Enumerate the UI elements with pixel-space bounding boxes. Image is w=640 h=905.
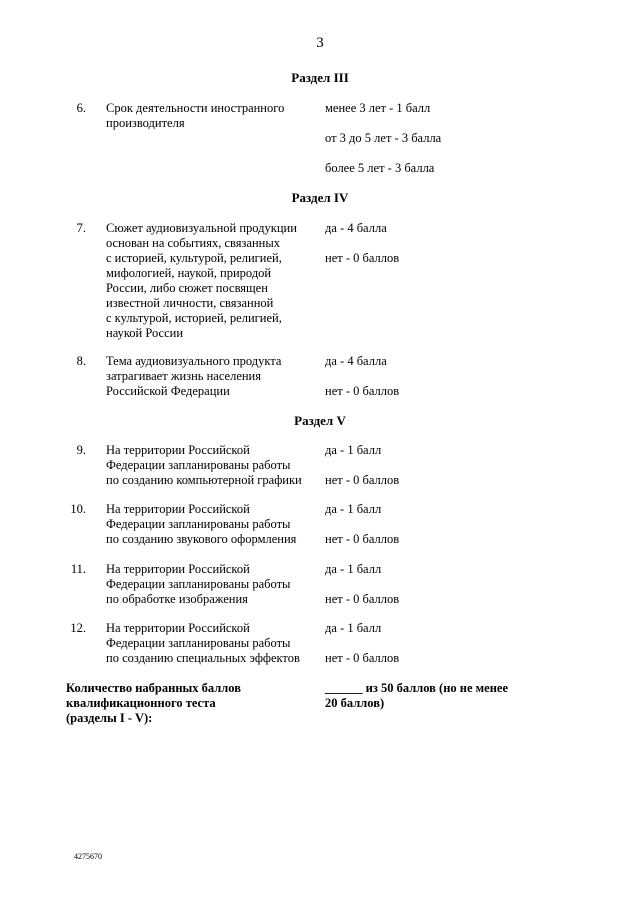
item-description xyxy=(106,221,311,341)
total-score-value xyxy=(325,681,545,711)
description-line: наукой России xyxy=(106,326,184,340)
description-line: Срок деятельности иностранного xyxy=(106,101,285,115)
item-number: 9. xyxy=(76,443,86,457)
description-line: На территории Российской xyxy=(106,443,250,457)
option-text: нет - 0 баллов xyxy=(325,651,400,665)
description-line: производителя xyxy=(106,116,185,130)
option-text: нет - 0 баллов xyxy=(325,251,400,265)
option-text: да - 4 балла xyxy=(325,354,387,368)
total-score-label xyxy=(66,681,306,726)
section-heading-5: Раздел V xyxy=(294,413,346,428)
description-line: мифологией, наукой, природой xyxy=(106,266,272,280)
option-text: да - 1 балл xyxy=(325,562,382,576)
description-line: Федерации запланированы работы xyxy=(106,636,291,650)
option-text: менее 3 лет - 1 балл xyxy=(325,101,431,115)
total-label-line: квалификационного теста xyxy=(66,696,216,710)
description-line: Федерации запланированы работы xyxy=(106,517,291,531)
item-number: 8. xyxy=(76,354,86,368)
description-line: На территории Российской xyxy=(106,502,250,516)
description-line: основан на событиях, связанных xyxy=(106,236,281,250)
description-line: На территории Российской xyxy=(106,562,250,576)
description-line: с культурой, историей, религией, xyxy=(106,311,282,325)
document-code: 4275670 xyxy=(74,852,102,861)
item-description xyxy=(106,101,311,131)
option-text: от 3 до 5 лет - 3 балла xyxy=(325,131,442,145)
description-line: На территории Российской xyxy=(106,621,250,635)
description-line: Федерации запланированы работы xyxy=(106,577,291,591)
item-description xyxy=(106,502,311,547)
total-label-line: Количество набранных баллов xyxy=(66,681,241,695)
description-line: известной личности, связанной xyxy=(106,296,274,310)
item-description xyxy=(106,621,311,666)
item-number: 6. xyxy=(76,101,86,115)
option-text: нет - 0 баллов xyxy=(325,532,400,546)
item-description xyxy=(106,562,311,607)
option-text: да - 4 балла xyxy=(325,221,387,235)
option-text: нет - 0 баллов xyxy=(325,473,400,487)
description-line: России, либо сюжет посвящен xyxy=(106,281,268,295)
option-text: да - 1 балл xyxy=(325,621,382,635)
description-line: с историей, культурой, религией, xyxy=(106,251,282,265)
description-line: Тема аудиовизуального продукта xyxy=(106,354,282,368)
section-heading-4: Раздел IV xyxy=(291,190,349,205)
description-line: по созданию компьютерной графики xyxy=(106,473,302,487)
item-description xyxy=(106,443,311,488)
description-line: Федерации запланированы работы xyxy=(106,458,291,472)
option-text: да - 1 балл xyxy=(325,502,382,516)
option-text: да - 1 балл xyxy=(325,443,382,457)
description-line: Российской Федерации xyxy=(106,384,230,398)
option-text: нет - 0 баллов xyxy=(325,592,400,606)
item-number: 10. xyxy=(70,502,86,516)
description-line: по созданию звукового оформления xyxy=(106,532,297,546)
item-number: 12. xyxy=(70,621,86,635)
item-description xyxy=(106,354,311,399)
item-number: 11. xyxy=(70,562,86,576)
description-line: по созданию специальных эффектов xyxy=(106,651,300,665)
total-value-line: 20 баллов) xyxy=(325,696,385,710)
total-value-line: ______ из 50 баллов (но не менее xyxy=(325,681,509,695)
description-line: затрагивает жизнь населения xyxy=(106,369,261,383)
description-line: по обработке изображения xyxy=(106,592,248,606)
option-text: нет - 0 баллов xyxy=(325,384,400,398)
description-line: Сюжет аудиовизуальной продукции xyxy=(106,221,297,235)
section-heading-3: Раздел III xyxy=(291,70,349,85)
item-number: 7. xyxy=(76,221,86,235)
option-text: более 5 лет - 3 балла xyxy=(325,161,435,175)
page-number: 3 xyxy=(316,35,324,51)
total-label-line: (разделы I - V): xyxy=(66,711,153,725)
